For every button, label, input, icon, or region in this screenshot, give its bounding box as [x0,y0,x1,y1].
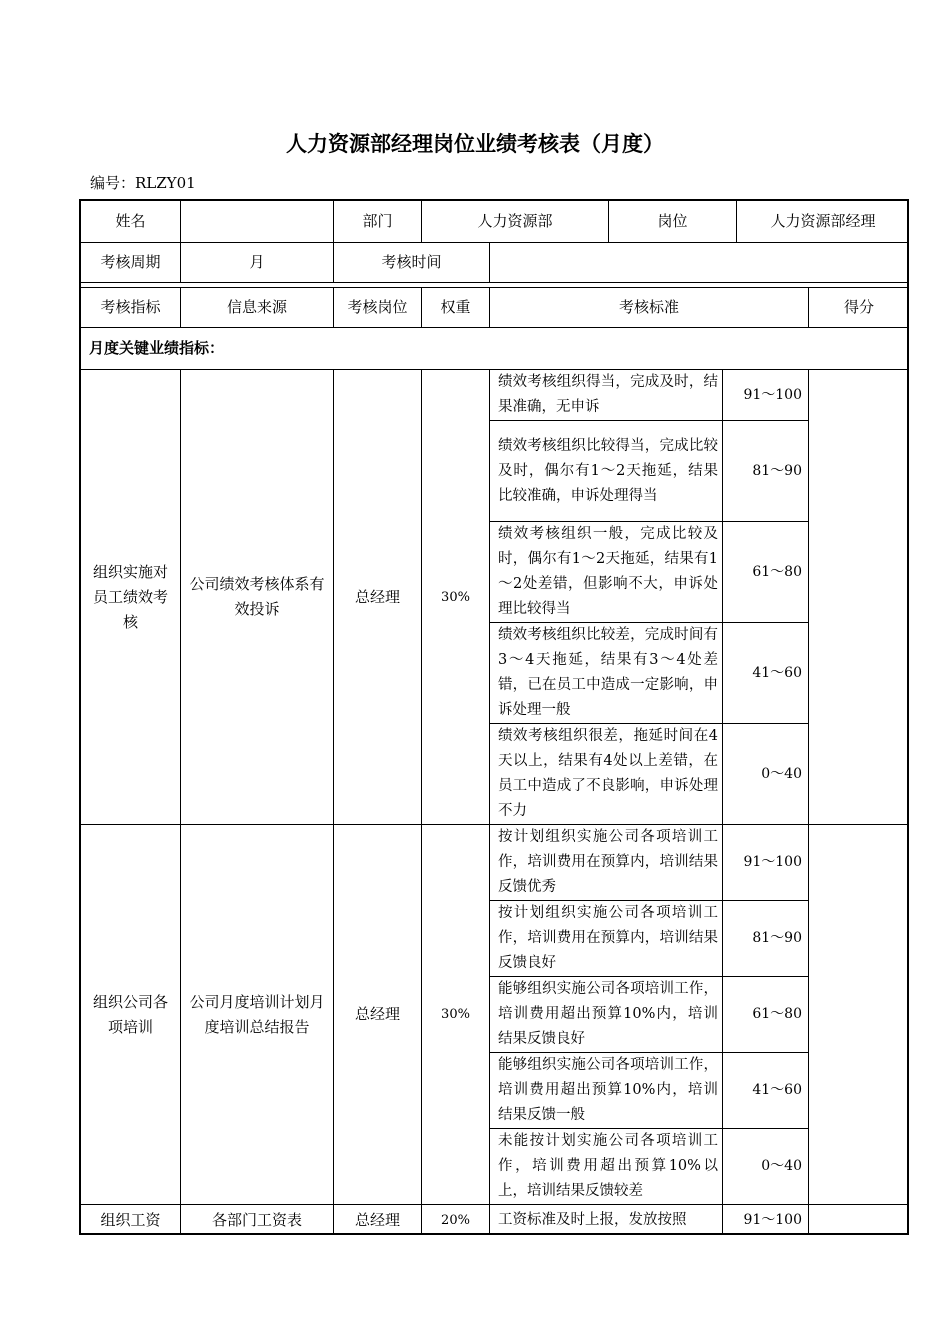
criterion-text: 工资标准及时上报，发放按照 [490,1205,723,1235]
header-assessor: 考核岗位 [334,288,422,328]
header-weight: 权重 [422,288,490,328]
indicator-source: 公司绩效考核体系有效投诉 [181,370,334,825]
time-label: 考核时间 [334,243,490,283]
indicator-name: 组织工资 [81,1205,181,1235]
criterion-text: 能够组织实施公司各项培训工作，培训费用超出预算10%内，培训结果反馈良好 [490,977,723,1053]
criterion-text: 能够组织实施公司各项培训工作，培训费用超出预算10%内，培训结果反馈一般 [490,1053,723,1129]
post-label: 岗位 [609,201,737,243]
criterion-score: 61～80 [723,977,809,1053]
indicator-assessor: 总经理 [334,825,422,1205]
criterion-score: 41～60 [723,623,809,724]
criterion-score: 0～40 [723,724,809,825]
page-title: 人力资源部经理岗位业绩考核表（月度） [286,132,664,156]
criterion-score: 81～90 [723,901,809,977]
criterion-score: 61～80 [723,522,809,623]
name-value[interactable] [181,201,334,243]
criterion-text: 按计划组织实施公司各项培训工作，培训费用在预算内，培训结果反馈良好 [490,901,723,977]
criterion-text: 未能按计划实施公司各项培训工作，培训费用超出预算10%以上，培训结果反馈较差 [490,1129,723,1205]
indicator-weight: 20% [422,1205,490,1235]
criterion-score: 41～60 [723,1053,809,1129]
indicator-name: 组织实施对员工绩效考核 [81,370,181,825]
criterion-score: 91～100 [723,1205,809,1235]
criterion-text: 按计划组织实施公司各项培训工作，培训费用在预算内，培训结果反馈优秀 [490,825,723,901]
indicator-source: 各部门工资表 [181,1205,334,1235]
period-label: 考核周期 [81,243,181,283]
period-value: 月 [181,243,334,283]
header-indicator: 考核指标 [81,288,181,328]
criterion-text: 绩效考核组织一般，完成比较及时，偶尔有1～2天拖延，结果有1～2处差错，但影响不大，申诉处理比较得当 [490,522,723,623]
department-label: 部门 [334,201,422,243]
criterion-score: 0～40 [723,1129,809,1205]
assessment-table [79,199,909,1235]
indicator-assessor: 总经理 [334,1205,422,1235]
post-value: 人力资源部经理 [737,201,909,243]
criterion-text: 绩效考核组织比较得当，完成比较及时，偶尔有1～2天拖延，结果比较准确，申诉处理得当 [490,421,723,522]
criterion-score: 91～100 [723,825,809,901]
section-title: 月度关键业绩指标： [81,328,909,370]
indicator-assessor: 总经理 [334,370,422,825]
criterion-text: 绩效考核组织得当，完成及时，结果准确，无申诉 [490,370,723,421]
score-input[interactable] [809,370,909,825]
indicator-source: 公司月度培训计划月度培训总结报告 [181,825,334,1205]
criterion-score: 81～90 [723,421,809,522]
indicator-weight: 30% [422,825,490,1205]
header-source: 信息来源 [181,288,334,328]
criterion-text: 绩效考核组织比较差，完成时间有3～4天拖延，结果有3～4处差错，已在员工中造成一定影响，申诉处理一般 [490,623,723,724]
header-standard: 考核标准 [490,288,809,328]
indicator-weight: 30% [422,370,490,825]
document-code: 编号：RLZY01 [90,174,196,192]
header-score: 得分 [809,288,909,328]
score-input[interactable] [809,825,909,1205]
indicator-name: 组织公司各项培训 [81,825,181,1205]
criterion-text: 绩效考核组织很差，拖延时间在4天以上，结果有4处以上差错，在员工中造成了不良影响，申诉处理不力 [490,724,723,825]
name-label: 姓名 [81,201,181,243]
criterion-score: 91～100 [723,370,809,421]
score-input[interactable] [809,1205,909,1235]
time-value[interactable] [490,243,909,283]
department-value: 人力资源部 [422,201,609,243]
